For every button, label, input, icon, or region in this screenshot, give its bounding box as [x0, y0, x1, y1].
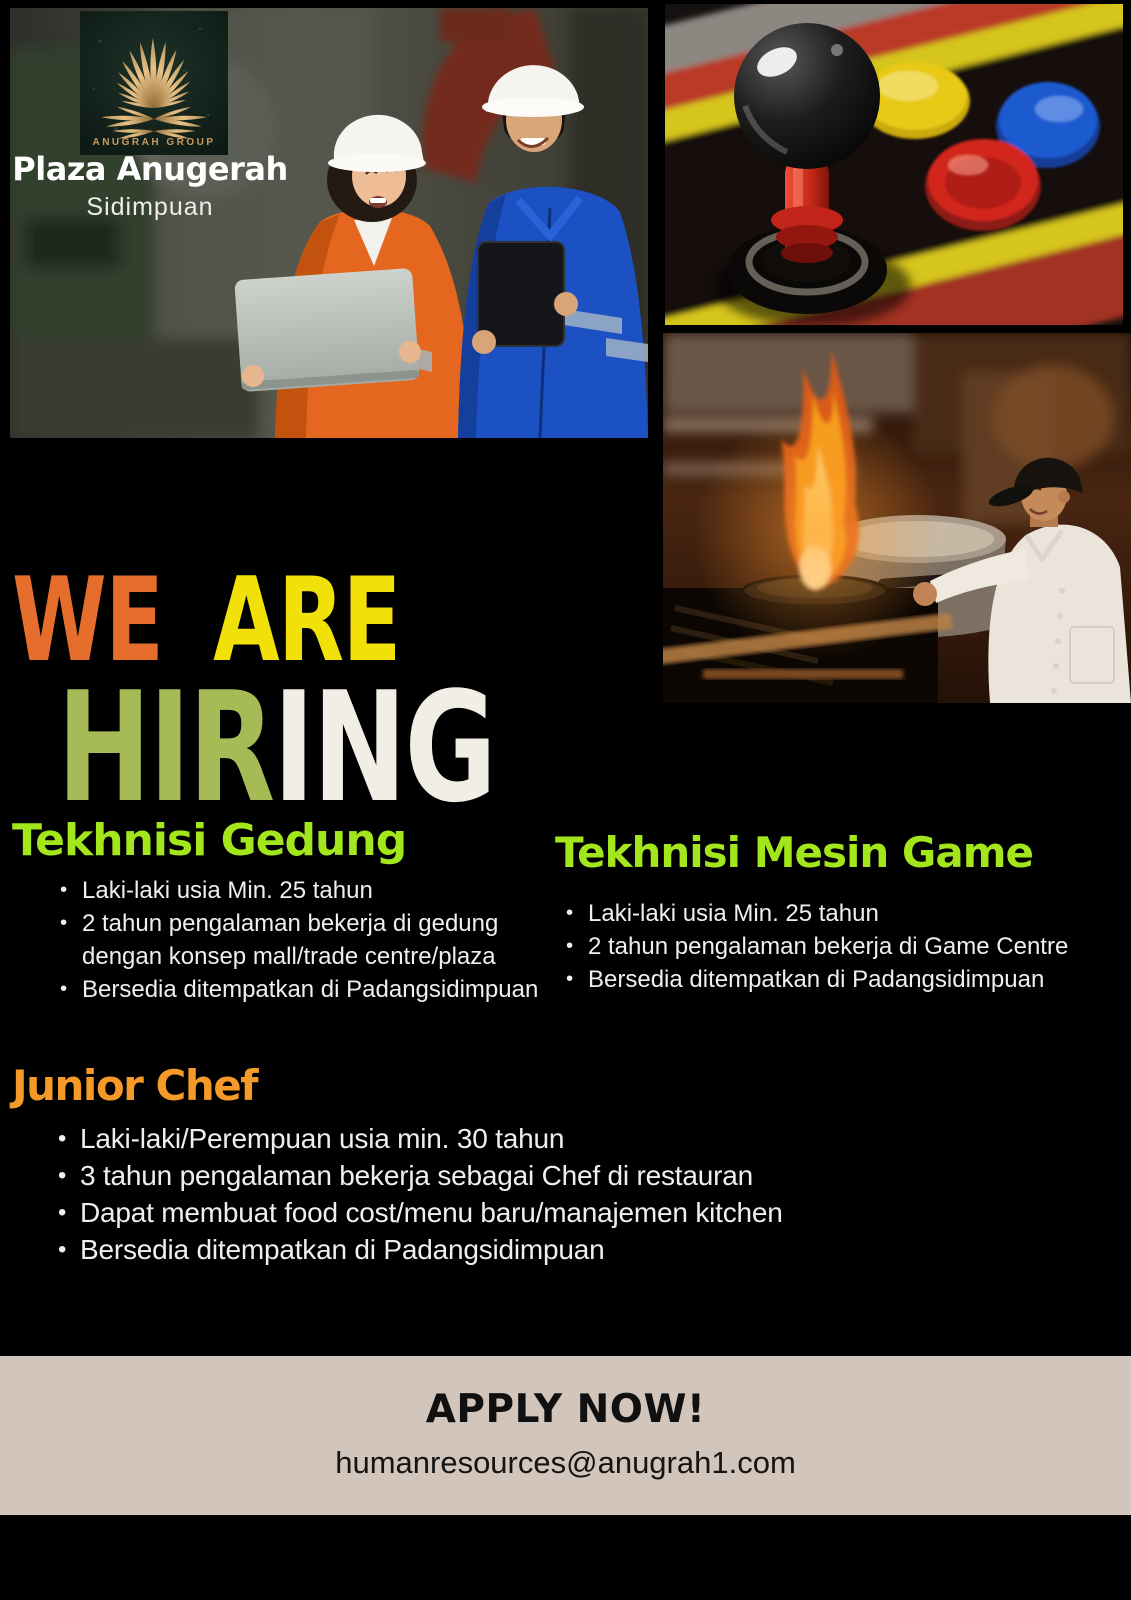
hero-line-hiring [57, 659, 495, 836]
job-title: Tekhnisi Mesin Game [555, 828, 1033, 877]
bullet-item: • 3 tahun pengalaman bekerja sebagai Chef di restauran [80, 1157, 812, 1194]
bullet-item: • Bersedia ditempatkan di Padangsidimpuan [82, 973, 552, 1006]
bullet-item: • 2 tahun pengalaman bekerja di gedung dengan konsep mall/trade centre/plaza [82, 907, 552, 973]
bullet-item: • Dapat membuat food cost/menu baru/manajemen kitchen [80, 1194, 812, 1231]
job-section-tekhnisi-mesin-game [555, 828, 1121, 996]
bullet-item: • Bersedia ditempatkan di Padangsidimpuan [80, 1231, 812, 1268]
chef-photo [663, 333, 1131, 703]
contact-email: humanresources@anugrah1.com [335, 1445, 796, 1480]
apply-cta: APPLY NOW! [425, 1387, 706, 1432]
job-title: Junior Chef [12, 1061, 257, 1110]
footer-band [0, 1356, 1131, 1515]
hero-are: ARE [213, 553, 400, 688]
hero-ing: ING [272, 659, 495, 836]
arcade-photo-illustration [665, 4, 1123, 325]
job-section-tekhnisi-gedung [12, 815, 552, 1006]
bullet-item: • Laki-laki usia Min. 25 tahun [82, 874, 552, 907]
arcade-photo [665, 4, 1123, 325]
logo-caption: ANUGRAH GROUP [92, 137, 216, 148]
chef-photo-illustration [663, 333, 1131, 703]
job-bullets [555, 897, 1121, 996]
bullet-item: • 2 tahun pengalaman bekerja di Game Centre [588, 930, 1121, 963]
anugrah-logo [80, 11, 228, 155]
job-bullets [12, 874, 552, 1006]
bullet-item: • Bersedia ditempatkan di Padangsidimpuan [588, 963, 1121, 996]
red-button [925, 139, 1041, 231]
hero-we: WE [12, 553, 163, 688]
job-section-junior-chef [12, 1061, 812, 1268]
brand-city: Sidimpuan [86, 193, 214, 222]
bullet-item: • Laki-laki usia Min. 25 tahun [588, 897, 1121, 930]
brand-block [10, 152, 290, 222]
workers-photo [10, 8, 648, 438]
brand-name: Plaza Anugerah [12, 150, 288, 188]
bullet-item: • Laki-laki/Perempuan usia min. 30 tahun [80, 1120, 812, 1157]
job-bullets [12, 1120, 812, 1268]
job-title: Tekhnisi Gedung [12, 815, 407, 866]
hero-hir: HIR [57, 659, 273, 836]
